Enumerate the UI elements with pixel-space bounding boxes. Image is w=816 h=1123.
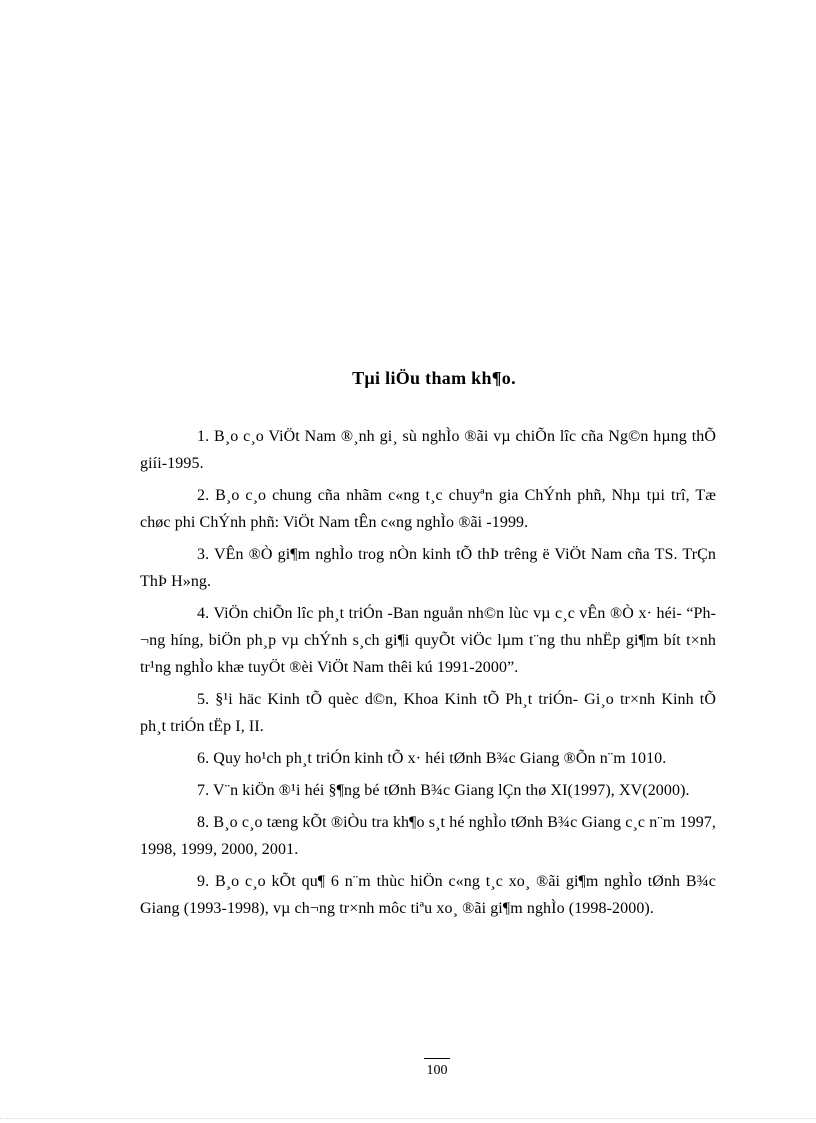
reference-list bbox=[140, 423, 716, 927]
reference-item-6: 6. Quy ho¹ch ph¸t triÓn kinh tÕ x· héi tØnh B¾c Giang ®Õn n¨m 1010. bbox=[197, 750, 667, 767]
reference-item-7: 7. V¨n kiÖn ®¹i héi §¶ng bé tØnh B¾c Giang lÇn thø XI(1997), XV(2000). bbox=[197, 782, 690, 799]
page-number: 100 bbox=[426, 1063, 448, 1078]
reference-item-8: 8. B¸o c¸o tæng kÕt ®iÒu tra kh¶o s¸t hé nghÌo tØnh B¾c Giang c¸c n¨m 1997, 1998, 1999, 2000, 2001. bbox=[140, 814, 716, 858]
reference-item-9: 9. B¸o c¸o kÕt qu¶ 6 n¨m thùc hiÖn c«ng t¸c xo¸ ®ãi gi¶m nghÌo tØnh B¾c Giang (1993-1998), vµ ch¬ng tr×nh môc tiªu xo¸ ®ãi gi¶m nghÌo (1998-2000). bbox=[140, 873, 716, 917]
reference-item-5: 5. §¹i häc Kinh tÕ quèc d©n, Khoa Kinh tÕ Ph¸t triÓn- Gi¸o tr×nh Kinh tÕ ph¸t triÓn tËp I, II. bbox=[140, 691, 716, 735]
reference-item-2: 2. B¸o c¸o chung cña nhãm c«ng t¸c chuyªn gia ChÝnh phñ, Nhµ tµi trî, Tæ chøc phi ChÝnh phñ: ViÖt Nam tÊn c«ng nghÌo ®ãi -1999. bbox=[140, 487, 716, 531]
page-number-divider bbox=[424, 1058, 450, 1059]
reference-item-3: 3. VÊn ®Ò gi¶m nghÌo trog nÒn kinh tÕ thÞ trêng ë ViÖt Nam cña TS. TrÇn ThÞ H»ng. bbox=[140, 546, 716, 590]
page-bottom-divider bbox=[0, 1118, 816, 1119]
reference-item-4: 4. ViÖn chiÕn lîc ph¸t triÓn -Ban nguån nh©n lùc vµ c¸c vÊn ®Ò x· héi- “Ph¬ng híng, biÖn ph¸p vµ chÝnh s¸ch gi¶i quyÕt viÖc lµm t¨ng thu nhËp gi¶m bít t×nh tr¹ng nghÌo khæ tuyÖt ®èi ViÖt Nam thêi kú 1991-2000”. bbox=[140, 605, 716, 676]
references-title: Tµi liÖu tham kh¶o. bbox=[352, 368, 516, 388]
reference-item-1: 1. B¸o c¸o ViÖt Nam ®¸nh gi¸ sù nghÌo ®ãi vµ chiÕn lîc cña Ng©n hµng thÕ giíi-1995. bbox=[140, 428, 716, 472]
